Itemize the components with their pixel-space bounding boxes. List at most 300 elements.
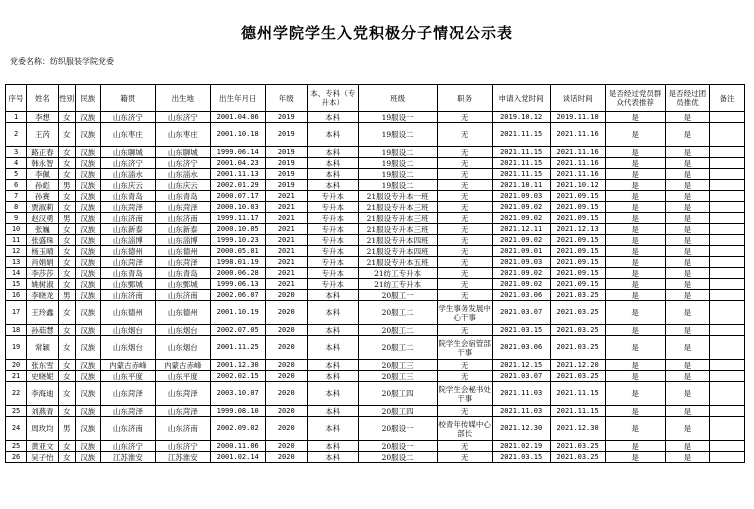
column-header: 备注 [710,85,745,112]
table-cell: 是 [605,268,665,279]
table-cell: 2021 [265,191,307,202]
table-cell: 山东德州 [155,301,210,325]
table-cell: 是 [665,246,709,257]
table-cell: 2021.12.15 [492,360,550,371]
table-cell: 是 [665,336,709,360]
table-cell: 专升本 [307,246,358,257]
table-cell: 2021.03.15 [492,452,550,463]
table-cell: 专升本 [307,268,358,279]
column-header: 班级 [358,85,437,112]
table-cell: 李莎莎 [27,268,59,279]
table-cell: 本科 [307,452,358,463]
table-cell: 史晓妮 [27,371,59,382]
table-cell: 是 [665,268,709,279]
table-cell: 2021.03.06 [492,336,550,360]
table-cell: 孙茹慧 [27,325,59,336]
table-cell: 2019.10.12 [492,112,550,123]
table-cell: 是 [605,158,665,169]
table-cell [710,257,745,268]
table-cell: 2021.03.25 [550,301,605,325]
table-cell: 江苏淮安 [155,452,210,463]
table-cell: 2002.06.07 [210,290,265,301]
table-cell: 是 [665,301,709,325]
table-cell: 2000.07.17 [210,191,265,202]
table-cell: 2001.02.14 [210,452,265,463]
table-cell: 孙彪 [27,180,59,191]
table-cell: 汉族 [75,213,100,224]
column-header: 出生地 [155,85,210,112]
table-cell: 1999.08.10 [210,406,265,417]
column-header: 谈话时间 [550,85,605,112]
table-cell: 汉族 [75,360,100,371]
table-cell: 2000.10.03 [210,202,265,213]
column-header: 本、专科（专升本） [307,85,358,112]
table-cell: 女 [58,224,75,235]
table-cell: 25 [6,441,27,452]
table-cell: 2021.11.15 [550,382,605,406]
table-cell: 本科 [307,180,358,191]
table-cell: 5 [6,169,27,180]
table-cell: 无 [437,257,492,268]
table-cell: 2020 [265,382,307,406]
table-row [6,112,745,123]
table-cell: 是 [665,441,709,452]
table-cell: 2020 [265,406,307,417]
table-cell: 2021.09.03 [492,191,550,202]
table-cell: 2021.11.16 [550,158,605,169]
table-cell: 2019 [265,169,307,180]
table-cell: 女 [58,202,75,213]
table-cell: 无 [437,325,492,336]
table-cell: 山东济南 [155,417,210,441]
table-cell: 2021.12.13 [550,224,605,235]
table-cell: 无 [437,360,492,371]
table-cell: 是 [605,213,665,224]
table-cell: 汉族 [75,325,100,336]
table-cell: 李想 [27,112,59,123]
table-cell: 杨玉晴 [27,246,59,257]
table-cell: 山东济宁 [155,158,210,169]
table-cell: 2021.09.15 [550,235,605,246]
table-cell: 2021.03.06 [492,290,550,301]
table-cell: 专升本 [307,257,358,268]
table-cell: 2021.09.03 [492,257,550,268]
table-cell: 2019 [265,123,307,147]
table-row [6,406,745,417]
table-cell: 2019 [265,147,307,158]
table-cell: 2021.09.02 [492,268,550,279]
table-row [6,158,745,169]
table-cell: 山东新泰 [155,224,210,235]
table-cell: 是 [605,112,665,123]
table-cell: 李佩 [27,169,59,180]
table-cell: 2021 [265,235,307,246]
table-cell: 本科 [307,417,358,441]
table-cell [710,202,745,213]
table-cell: 17 [6,301,27,325]
table-cell: 无 [437,147,492,158]
table-cell: 2002.02.15 [210,371,265,382]
table-cell: 2000.06.28 [210,268,265,279]
table-cell: 江苏淮安 [100,452,155,463]
table-cell: 12 [6,246,27,257]
table-cell: 山东济南 [100,213,155,224]
table-cell: 是 [605,301,665,325]
table-cell: 26 [6,452,27,463]
table-cell: 山东平度 [155,371,210,382]
table-cell: 是 [665,169,709,180]
table-cell: 是 [665,224,709,235]
table-cell: 山东鄄城 [100,279,155,290]
table-cell: 女 [58,301,75,325]
table-cell: 本科 [307,382,358,406]
table-cell: 2019 [265,112,307,123]
table-cell: 2020 [265,360,307,371]
table-cell: 汉族 [75,257,100,268]
table-cell: 女 [58,336,75,360]
table-cell: 1999.11.17 [210,213,265,224]
table-cell: 山东菏泽 [100,382,155,406]
table-cell: 25 [6,406,27,417]
table-cell: 汉族 [75,191,100,202]
table-cell: 山东淄博 [155,235,210,246]
column-header: 姓名 [27,85,59,112]
table-cell: 20服工三 [358,360,437,371]
column-header: 年级 [265,85,307,112]
table-row [6,268,745,279]
table-cell: 2021.09.15 [550,279,605,290]
table-row [6,123,745,147]
table-cell: 女 [58,169,75,180]
table-cell: 汉族 [75,235,100,246]
table-cell: 女 [58,123,75,147]
table-cell: 2021.11.16 [550,147,605,158]
table-cell: 2021.09.02 [492,202,550,213]
table-cell [710,279,745,290]
column-header: 序号 [6,85,27,112]
table-cell: 黄亚文 [27,441,59,452]
table-cell: 2021.03.25 [550,290,605,301]
table-row [6,279,745,290]
table-cell: 常颖 [27,336,59,360]
table-cell: 是 [665,406,709,417]
table-cell: 2021.11.15 [550,406,605,417]
table-cell: 无 [437,123,492,147]
table-cell: 山东鄄城 [155,279,210,290]
table-cell: 19服设二 [358,180,437,191]
table-cell: 山东新泰 [100,224,155,235]
table-cell: 山东青岛 [155,268,210,279]
table-cell: 2001.04.06 [210,112,265,123]
party-committee-label: 党委名称：纺织服装学院党委 [10,57,114,66]
table-cell: 8 [6,202,27,213]
table-cell: 21服设专升本一班 [358,191,437,202]
table-cell [710,268,745,279]
table-cell: 山东德州 [100,246,155,257]
table-cell: 2021.03.25 [550,336,605,360]
table-cell: 2000.05.01 [210,246,265,257]
table-row [6,202,745,213]
table-cell: 山东青岛 [155,191,210,202]
table-cell: 是 [605,336,665,360]
table-cell: 2021 [265,224,307,235]
table-cell: 是 [605,290,665,301]
table-cell: 2021.03.07 [492,301,550,325]
table-cell: 是 [605,371,665,382]
table-cell: 2020 [265,441,307,452]
table-cell: 山东德州 [155,246,210,257]
table-cell: 女 [58,406,75,417]
table-row [6,169,745,180]
table-cell: 2020 [265,325,307,336]
table-cell: 是 [605,235,665,246]
table-cell: 20服工一 [358,290,437,301]
table-cell: 2002.09.02 [210,417,265,441]
table-cell: 院学生会秘书处干事 [437,382,492,406]
table-cell: 山东菏泽 [100,202,155,213]
table-cell: 山东淄水 [100,169,155,180]
table-cell: 2003.10.07 [210,382,265,406]
table-cell: 汉族 [75,417,100,441]
table-cell: 山东菏泽 [100,257,155,268]
table-cell: 是 [605,147,665,158]
table-cell: 2021.09.15 [550,268,605,279]
table-cell: 2021.09.02 [492,213,550,224]
table-cell: 汉族 [75,371,100,382]
table-cell: 20服设一 [358,441,437,452]
table-cell: 李海迪 [27,382,59,406]
table-cell [710,235,745,246]
table-cell: 内蒙古赤峰 [100,360,155,371]
table-cell: 山东烟台 [155,336,210,360]
table-cell: 山东济宁 [100,441,155,452]
table-cell: 汉族 [75,452,100,463]
table-cell: 山东菏泽 [155,202,210,213]
table-row [6,452,745,463]
table-cell: 1999.06.13 [210,279,265,290]
table-cell: 孙赛 [27,191,59,202]
table-cell: 女 [58,382,75,406]
table-cell: 20服设二 [358,452,437,463]
table-cell: 2020 [265,452,307,463]
table-cell: 2021.11.03 [492,406,550,417]
table-cell: 男 [58,417,75,441]
table-cell: 13 [6,257,27,268]
table-cell: 是 [605,246,665,257]
table-cell: 专升本 [307,224,358,235]
table-cell: 男 [58,290,75,301]
table-cell: 刘燕青 [27,406,59,417]
table-row [6,246,745,257]
table-cell: 山东淄博 [100,235,155,246]
table-cell: 21服设专升本四班 [358,246,437,257]
table-cell: 山东济南 [100,290,155,301]
table-cell: 贾淑莉 [27,202,59,213]
table-cell: 山东烟台 [155,325,210,336]
table-cell: 19服设二 [358,123,437,147]
table-cell: 是 [665,360,709,371]
table-cell: 山东济南 [100,417,155,441]
table-cell [710,452,745,463]
table-cell: 无 [437,191,492,202]
table-cell: 姚树淑 [27,279,59,290]
table-cell: 内蒙古赤峰 [155,360,210,371]
table-row [6,213,745,224]
column-header: 申请入党时间 [492,85,550,112]
table-cell: 1998.01.19 [210,257,265,268]
table-cell: 3 [6,147,27,158]
table-cell: 10 [6,224,27,235]
table-cell: 专升本 [307,191,358,202]
table-cell: 是 [605,224,665,235]
table-cell: 本科 [307,290,358,301]
table-row [6,360,745,371]
table-cell: 2021.09.15 [550,191,605,202]
table-cell: 汉族 [75,301,100,325]
table-cell: 2019 [265,158,307,169]
table-row [6,191,745,202]
table-cell: 女 [58,235,75,246]
table-cell: 21服设专升本三班 [358,224,437,235]
table-cell: 专升本 [307,202,358,213]
table-cell [710,169,745,180]
table-cell: 专升本 [307,213,358,224]
table-cell: 2002.01.29 [210,180,265,191]
table-cell: 无 [437,235,492,246]
table-cell: 是 [605,325,665,336]
table-cell: 2021 [265,202,307,213]
table-cell: 21服设专升本四班 [358,235,437,246]
table-row [6,301,745,325]
table-cell: 山东青岛 [100,268,155,279]
table-cell: 2001.12.30 [210,360,265,371]
table-row [6,325,745,336]
table-cell: 20服工四 [358,406,437,417]
table-cell: 本科 [307,147,358,158]
table-cell: 2021.03.25 [550,452,605,463]
column-header: 出生年月日 [210,85,265,112]
table-cell: 20服工二 [358,325,437,336]
table-cell: 2000.11.06 [210,441,265,452]
table-cell: 汉族 [75,279,100,290]
table-cell: 本科 [307,158,358,169]
table-cell: 2020 [265,417,307,441]
table-cell: 无 [437,180,492,191]
table-cell: 张巍 [27,224,59,235]
table-cell: 无 [437,406,492,417]
table-cell: 汉族 [75,224,100,235]
table-cell: 女 [58,268,75,279]
table-cell: 女 [58,452,75,463]
table-cell: 21服设专升本五班 [358,257,437,268]
table-cell: 本科 [307,325,358,336]
table-cell [710,301,745,325]
table-cell [710,290,745,301]
table-cell: 2021 [265,257,307,268]
table-cell: 女 [58,246,75,257]
table-cell: 2021.09.01 [492,246,550,257]
table-cell: 是 [665,290,709,301]
table-cell: 是 [605,452,665,463]
column-header: 是否经过党员群众代表推荐 [605,85,665,112]
table-cell: 无 [437,279,492,290]
table-row [6,290,745,301]
table-row [6,180,745,191]
table-cell: 是 [665,147,709,158]
table-cell: 是 [665,371,709,382]
table-cell: 19 [6,336,27,360]
table-cell: 汉族 [75,180,100,191]
table-cell: 汉族 [75,158,100,169]
table-cell: 无 [437,268,492,279]
table-cell: 20服工三 [358,371,437,382]
table-cell: 王芮 [27,123,59,147]
table-cell: 无 [437,202,492,213]
table-cell [710,246,745,257]
table-cell: 2021.03.25 [550,441,605,452]
table-cell: 本科 [307,123,358,147]
table-cell: 本科 [307,112,358,123]
table-cell: 汉族 [75,336,100,360]
table-cell: 2021.03.25 [550,371,605,382]
table-cell: 山东聊城 [155,147,210,158]
table-cell: 是 [665,382,709,406]
table-cell: 2021.12.30 [550,417,605,441]
table-cell: 本科 [307,360,358,371]
table-cell: 1999.06.14 [210,147,265,158]
table-cell: 无 [437,224,492,235]
column-header: 是否经过团员推优 [665,85,709,112]
table-cell: 是 [605,169,665,180]
table-cell: 2001.04.23 [210,158,265,169]
table-cell: 是 [665,213,709,224]
table-cell: 是 [665,202,709,213]
table-cell [710,371,745,382]
table-cell: 2021.11.15 [492,123,550,147]
table-cell: 2021.11.15 [492,169,550,180]
table-cell: 汉族 [75,441,100,452]
table-cell: 2019.11.10 [550,112,605,123]
table-cell: 2020 [265,301,307,325]
column-header: 性别 [58,85,75,112]
table-cell: 山东济南 [155,213,210,224]
table-cell: 本科 [307,301,358,325]
table-cell: 女 [58,257,75,268]
table-cell: 李晓龙 [27,290,59,301]
table-cell: 女 [58,112,75,123]
table-cell: 20服设一 [358,417,437,441]
table-cell: 山东济宁 [155,112,210,123]
table-cell: 是 [665,325,709,336]
table-cell: 男 [58,213,75,224]
table-cell: 是 [605,191,665,202]
table-cell: 16 [6,290,27,301]
table-cell: 2021.02.19 [492,441,550,452]
table-cell: 18 [6,325,27,336]
table-cell: 21纺工专升本 [358,268,437,279]
table-cell: 2021.12.30 [492,417,550,441]
table-cell: 2021.10.11 [492,180,550,191]
table-cell: 2001.10.18 [210,123,265,147]
table-cell: 女 [58,158,75,169]
table-body [6,112,745,463]
table-cell: 山东菏泽 [155,257,210,268]
table-cell: 2021.03.15 [492,325,550,336]
table-cell: 19服设二 [358,147,437,158]
table-cell [710,180,745,191]
table-cell: 张东雪 [27,360,59,371]
table-cell: 2020 [265,371,307,382]
